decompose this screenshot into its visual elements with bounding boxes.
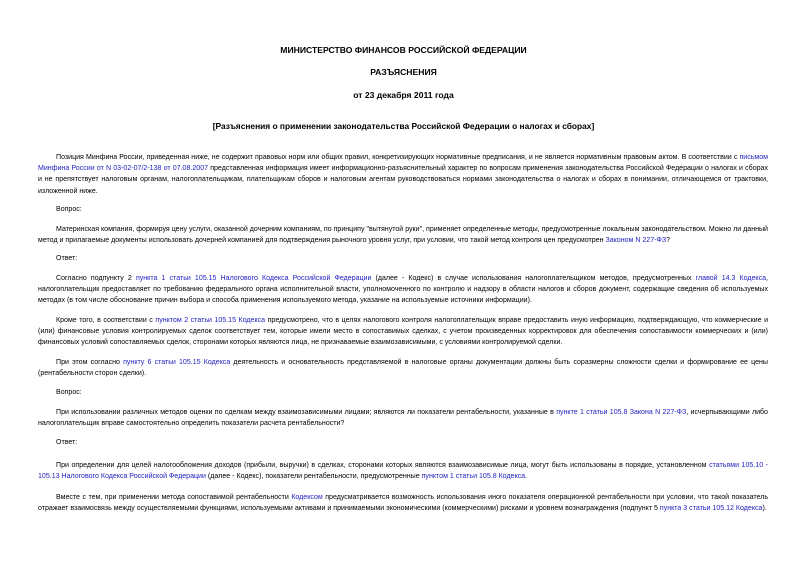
- paragraph-answer-2a: При определении для целей налогообложения доходов (прибыли, выручки) в сделках, сторонами которых являются взаимозависимые лица, могут быть использованы в порядке, установленном статьями 105.10 - 105.13 Налогового Кодекса Российской Федерации (далее - Кодекс), показатели рентабельности, предусмотренные пунктом 1 статьи 105.8 Кодекса.: [38, 462, 768, 481]
- document-subject: [Разъяснения о применении законодательства Российской Федерации о налогах и сборах]: [212, 121, 595, 131]
- answer-label-2: Ответ:: [56, 439, 78, 446]
- document-date: от 23 декабря 2011 года: [353, 90, 454, 100]
- link-articles-105-10-105-13[interactable]: статьями 105.10 - 105.13 Налогового Кодекса Российской Федерации: [38, 462, 768, 481]
- paragraph-answer-2b: Вместе с тем, при применении метода сопоставимой рентабельности Кодексом предусматривается возможность использования иного показателя операционной рентабельности при условии, что такой показатель отражает взаимосвязь между осуществляемыми функциями, используемыми активами и принимаемыми экономическими (коммерческими) рисками и уровнем вознаграждения (подпункт 5 пункта 3 статьи 105.12 Кодекса).: [38, 494, 768, 513]
- paragraph-disclaimer: Позиция Минфина России, приведенная ниже, не содержит правовых норм или общих правил, конкретизирующих нормативные предписания, и не является нормативным правовым актом. В соответствии с письмом Минфина России от N 03-02-07/2-138 от 07.08.2007 представленная информация имеет информационно-разъяснительный характер по вопросам применения законодательства Российской Федерации о налогах и сборах и не препятствует налоговым органам, налогоплательщикам, плательщикам сборов и налоговым агентам руководствоваться нормами законодательства о налогах и сборах в понимании, отличающемся от трактовки, изложенной ниже.: [38, 154, 768, 195]
- link-code[interactable]: Кодексом: [291, 494, 323, 501]
- link-chapter-14-3[interactable]: главой 14.3 Кодекса: [695, 275, 767, 282]
- link-article-105-8-p1[interactable]: пунктом 1 статьи 105.8 Кодекса: [421, 473, 526, 481]
- link-article-105-12-p3[interactable]: пункта 3 статьи 105.12 Кодекса: [659, 505, 763, 513]
- paragraph-answer-1c: При этом согласно пункту 6 статьи 105.15 Кодекса деятельность и основательность представляемой в налоговые органы документации должны быть соразмерны сложности сделки и формирование ее цены (рентабельности сторон сделки).: [38, 359, 768, 378]
- paragraph-question-1: Материнская компания, формируя цену услуги, оказанной дочерним компаниям, по принципу "вытянутой руки", применяет определенные методы, предусмотренные локальным законодательством. Можно ли данный метод и прилагаемые документы использовать дочерней компанией для подтверждения рыночного уровня услуг, при условии, что такой метод контроля цен предусмотрен Законом N 227-ФЗ?: [38, 226, 768, 245]
- link-article-105-15-p6[interactable]: пункту 6 статьи 105.15 Кодекса: [123, 359, 231, 366]
- link-article-105-8-law[interactable]: пункте 1 статьи 105.8 Закона N 227-ФЗ: [556, 409, 687, 416]
- question-label-1: Вопрос:: [56, 206, 82, 213]
- question-label-2: Вопрос:: [56, 389, 82, 396]
- link-minfin-letter[interactable]: письмом Минфина России от N 03-02-07/2-138 от 07.08.2007: [38, 154, 768, 173]
- paragraph-answer-1a: Согласно подпункту 2 пункта 1 статьи 105.15 Налогового Кодекса Российской Федерации (далее - Кодекс) в случае использования налогоплательщиком методов, предусмотренных главой 14.3 Кодекса, налогоплательщик предоставляет по требованию федерального органа исполнительной власти, уполномоченного по контролю и надзору в области налогов и сборов документ, содержащие сведения об используемых методах (в том числе обоснование причин выбора и способа применения используемого метода, указание на используемые источники информации).: [38, 275, 768, 305]
- link-law-227fz[interactable]: Законом N 227-ФЗ: [605, 237, 667, 245]
- document-type-heading: РАЗЪЯСНЕНИЯ: [370, 67, 437, 77]
- link-article-105-15-p2[interactable]: пунктом 2 статьи 105.15 Кодекса: [155, 317, 266, 324]
- answer-label-1: Ответ:: [56, 255, 78, 262]
- paragraph-answer-1b: Кроме того, в соответствии с пунктом 2 статьи 105.15 Кодекса предусмотрено, что в целях налогового контроля налогоплательщик вправе предоставить иную информацию, подтверждающую, что коммерческие и (или) финансовые условия контролируемых сделок соответствует тем, которые имели место в сопоставимых сделках, с учетом произведенных корректировок для обеспечения сопоставимости коммерческих и (или) финансовых условий сопоставляемых сделок, сторонами которых являются лица, не признаваемые взаимозависимыми, с условиями контролируемой сделки.: [38, 317, 769, 347]
- paragraph-question-2: При использовании различных методов оценки по сделкам между взаимозависимыми лицами; являются ли показатели рентабельности, указанные в пункте 1 статьи 105.8 Закона N 227-ФЗ, исчерпывающими либо налогоплательщик вправе самостоятельно определить показатели расчета рентабельности?: [38, 409, 768, 428]
- ministry-heading: МИНИСТЕРСТВО ФИНАНСОВ РОССИЙСКОЙ ФЕДЕРАЦИИ: [280, 45, 527, 55]
- link-article-105-15-p1[interactable]: пункта 1 статьи 105.15 Налогового Кодекса Российской Федерации: [135, 275, 372, 282]
